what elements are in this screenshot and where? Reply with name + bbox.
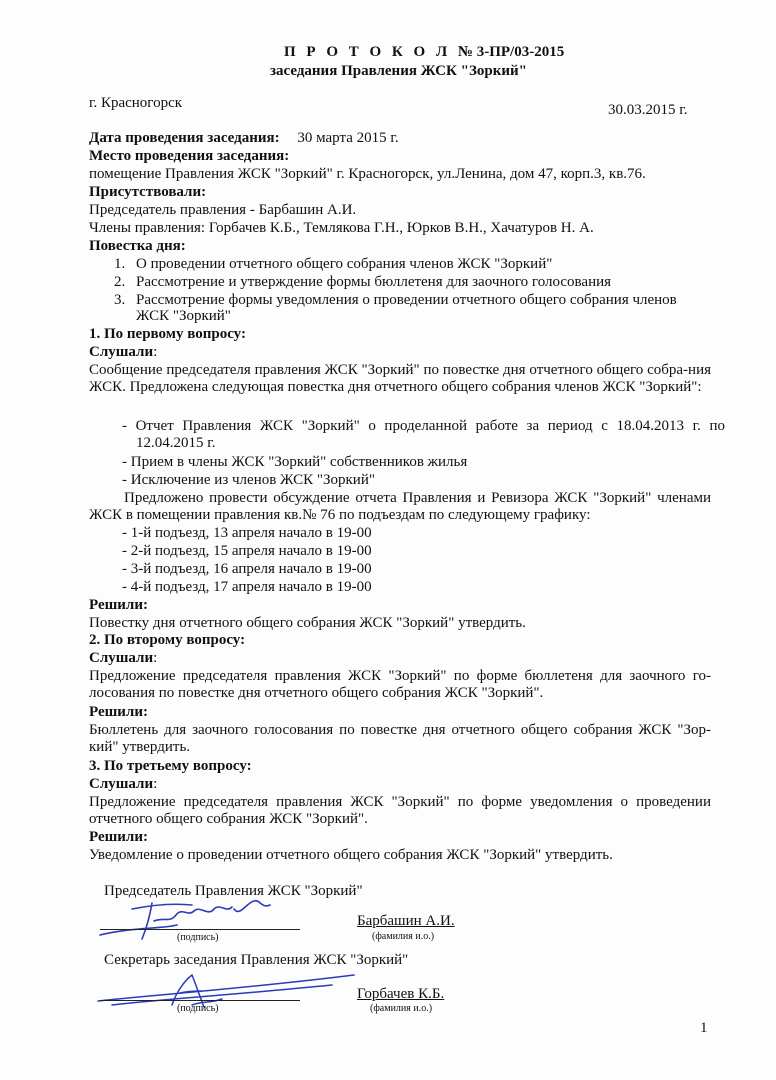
city: г. Красногорск [89, 95, 183, 111]
q1-agenda-item: - Исключение из членов ЖСК "Зоркий" [122, 472, 375, 488]
q1-proposal: Предложено провести обсуждение отчета Правления и Ревизора ЖСК "Зоркий" членами ЖСК в помещении правления кв.№ 76 по подъездам по следующему графику: [89, 490, 711, 523]
header-date: 30.03.2015 г. [608, 102, 688, 118]
agenda-item: Рассмотрение и утверждение формы бюллетеня для заочного голосования [136, 274, 612, 290]
title-word: П Р О Т О К О Л [284, 44, 451, 60]
q2-decided-text: Бюллетень для заочного голосования по повестке дня отчетного общего собрания ЖСК "Зор-кий" утвердить. [89, 722, 711, 755]
agenda-item: Рассмотрение формы уведомления о проведении отчетного общего собрания членов [136, 292, 677, 308]
chairman-line: Председатель правления - Барбашин А.И. [89, 202, 357, 218]
q1-heard-label: Слушали [89, 344, 154, 360]
q1-heard-text: Сообщение председателя правления ЖСК "Зоркий" по повестке дня отчетного общего собра-ния ЖСК. Предложена следующая повестка дня отчетного общего собрания членов ЖСК "Зоркий": [89, 362, 711, 395]
secretary-name: Горбачев К.Б. [357, 986, 445, 1002]
q1-decided-text: Повестку дня отчетного общего собрания ЖСК "Зоркий" утвердить. [89, 615, 526, 631]
agenda-item-continuation: ЖСК "Зоркий" [136, 308, 231, 324]
q2-heard-line: Слушали: [89, 650, 158, 666]
agenda-label: Повестка дня: [89, 238, 186, 254]
schedule-item: - 1-й подъезд, 13 апреля начало в 19-00 [122, 525, 372, 541]
agenda-item-num: 3. [114, 292, 126, 308]
page-number: 1 [700, 1020, 708, 1036]
q1-heading: 1. По первому вопросу: [89, 326, 246, 342]
chair-name: Барбашин А.И. [357, 913, 455, 929]
secretary-name-caption: (фамилия и.о.) [370, 1003, 433, 1014]
q2-decided-label: Решили: [89, 704, 148, 720]
chair-title: Председатель Правления ЖСК "Зоркий" [104, 883, 363, 899]
q3-decided-label: Решили: [89, 829, 148, 845]
agenda-item: О проведении отчетного общего собрания членов ЖСК "Зоркий" [136, 256, 553, 272]
q2-heard-label: Слушали [89, 650, 154, 666]
q1-agenda-item: - Отчет Правления ЖСК "Зоркий" о проделанной работе за период с 18.04.2013 г. по 12.04.2015 г. [122, 418, 725, 451]
chair-sign-line [100, 929, 300, 930]
agenda-item-num: 2. [114, 274, 126, 290]
secretary-title: Секретарь заседания Правления ЖСК "Зоркий" [104, 952, 409, 968]
meeting-date-line [89, 130, 399, 147]
agenda-item-num: 1. [114, 256, 126, 272]
q3-heard-label: Слушали [89, 776, 154, 792]
schedule-item: - 4-й подъезд, 17 апреля начало в 19-00 [122, 579, 372, 595]
document-title [284, 44, 564, 61]
chair-name-caption: (фамилия и.о.) [372, 931, 435, 942]
document-subtitle: заседания Правления ЖСК "Зоркий" [270, 63, 527, 79]
members-line: Члены правления: Горбачев К.Б., Темлякова Г.Н., Юрков В.Н., Хачатуров Н. А. [89, 220, 594, 236]
title-number: № 3-ПР/03-2015 [457, 44, 565, 60]
meeting-date-label: Дата проведения заседания: [89, 130, 280, 146]
q3-heading: 3. По третьему вопросу: [89, 758, 252, 774]
schedule-item: - 2-й подъезд, 15 апреля начало в 19-00 [122, 543, 372, 559]
q3-decided-text: Уведомление о проведении отчетного общего собрания ЖСК "Зоркий" утвердить. [89, 847, 613, 863]
q1-agenda-item: - Прием в члены ЖСК "Зоркий" собственников жилья [122, 454, 468, 470]
meeting-date-value: 30 марта 2015 г. [297, 130, 399, 146]
chair-sign-caption: (подпись) [177, 932, 219, 943]
q3-heard-text: Предложение председателя правления ЖСК "Зоркий" по форме уведомления о проведении отчетного общего собрания ЖСК "Зоркий". [89, 794, 711, 827]
q1-heard-line: Слушали: [89, 344, 158, 360]
q1-decided-label: Решили: [89, 597, 148, 613]
secretary-sign-line [100, 1000, 300, 1001]
q3-heard-line: Слушали: [89, 776, 158, 792]
present-label: Присутствовали: [89, 184, 207, 200]
secretary-signature [92, 965, 362, 1015]
place-value: помещение Правления ЖСК "Зоркий" г. Красногорск, ул.Ленина, дом 47, корп.3, кв.76. [89, 166, 646, 182]
secretary-sign-caption: (подпись) [177, 1003, 219, 1014]
q2-heard-text: Предложение председателя правления ЖСК "Зоркий" по форме бюллетеня для заочного го-лосования по повестке дня отчетного общего собрания ЖСК "Зоркий". [89, 668, 711, 701]
q2-heading: 2. По второму вопросу: [89, 632, 246, 648]
schedule-item: - 3-й подъезд, 16 апреля начало в 19-00 [122, 561, 372, 577]
place-label: Место проведения заседания: [89, 148, 290, 164]
